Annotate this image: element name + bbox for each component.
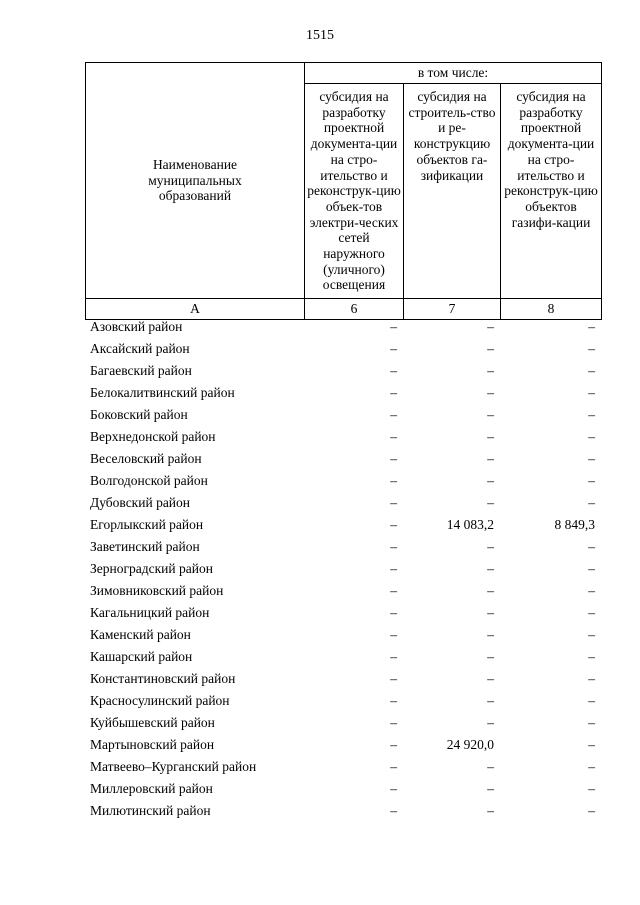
municipality-name: Кашарский район	[90, 649, 193, 664]
table-header	[85, 62, 602, 320]
col-8-value: –	[588, 737, 595, 752]
col-8-value: –	[588, 539, 595, 554]
municipality-name: Егорлыкский район	[90, 517, 204, 532]
table-row	[85, 602, 601, 624]
col-8-value: –	[588, 363, 595, 378]
col-6-value: –	[390, 385, 397, 400]
header-col-8: субсидия на разработку проектной документа-ции на стро-ительство и реконструк-цию объектов газифи-кации	[501, 84, 602, 299]
header-including: в том числе:	[305, 63, 602, 84]
col-6-value: –	[390, 649, 397, 664]
col-7-value: –	[487, 671, 494, 686]
header-col-6: субсидия на разработку проектной документа-ции на стро-ительство и реконструк-цию объек-тов электри-ческих сетей наружного (уличного) освещения	[305, 84, 404, 299]
col-6-value: –	[390, 451, 397, 466]
table-row	[85, 360, 601, 382]
col-6-value: –	[390, 781, 397, 796]
col-7-value: –	[487, 473, 494, 488]
col-7-value: –	[487, 693, 494, 708]
table-body	[85, 316, 601, 822]
municipality-name: Заветинский район	[90, 539, 200, 554]
col-7-value: 14 083,2	[446, 517, 494, 532]
col-7-value: –	[487, 495, 494, 510]
table-row	[85, 800, 601, 822]
col-6-value: –	[390, 627, 397, 642]
col-6-value: –	[390, 319, 397, 334]
col-7-value: –	[487, 451, 494, 466]
col-7-value: –	[487, 539, 494, 554]
table-row	[85, 316, 601, 338]
col-8-value: –	[588, 429, 595, 444]
header-index-7: 7	[404, 299, 501, 320]
header-municipality-name: Наименование муниципальных образований	[86, 63, 305, 299]
table-row	[85, 338, 601, 360]
col-7-value: –	[487, 429, 494, 444]
municipality-name: Кагальницкий район	[90, 605, 210, 620]
col-7-value: –	[487, 319, 494, 334]
col-6-value: –	[390, 671, 397, 686]
table-row	[85, 536, 601, 558]
col-7-value: –	[487, 561, 494, 576]
municipality-name: Красносулинский район	[90, 693, 230, 708]
table-row	[85, 668, 601, 690]
col-8-value: –	[588, 385, 595, 400]
col-7-value: 24 920,0	[446, 737, 494, 752]
municipality-name: Веселовский район	[90, 451, 202, 466]
table-row	[85, 712, 601, 734]
col-8-value: –	[588, 803, 595, 818]
table-row	[85, 404, 601, 426]
municipality-name: Зерноградский район	[90, 561, 213, 576]
col-6-value: –	[390, 473, 397, 488]
col-8-value: –	[588, 627, 595, 642]
col-8-value: –	[588, 781, 595, 796]
table-row	[85, 382, 601, 404]
col-8-value: –	[588, 583, 595, 598]
header-index-a: А	[86, 299, 305, 320]
col-6-value: –	[390, 715, 397, 730]
municipality-name: Азовский район	[90, 319, 183, 334]
table-row	[85, 492, 601, 514]
col-8-value: –	[588, 693, 595, 708]
col-6-value: –	[390, 407, 397, 422]
col-7-value: –	[487, 385, 494, 400]
col-6-value: –	[390, 759, 397, 774]
municipality-name: Константиновский район	[90, 671, 236, 686]
municipality-name: Багаевский район	[90, 363, 192, 378]
col-6-value: –	[390, 737, 397, 752]
col-8-value: –	[588, 715, 595, 730]
municipality-name: Миллеровский район	[90, 781, 213, 796]
col-6-value: –	[390, 495, 397, 510]
col-7-value: –	[487, 341, 494, 356]
municipality-name: Каменский район	[90, 627, 191, 642]
col-8-value: –	[588, 451, 595, 466]
municipality-name: Волгодонской район	[90, 473, 208, 488]
col-8-value: –	[588, 495, 595, 510]
municipality-name: Зимовниковский район	[90, 583, 224, 598]
municipality-name: Куйбышевский район	[90, 715, 215, 730]
table-row	[85, 470, 601, 492]
col-8-value: 8 849,3	[554, 517, 595, 532]
col-8-value: –	[588, 561, 595, 576]
table-row	[85, 580, 601, 602]
col-6-value: –	[390, 517, 397, 532]
municipality-name: Дубовский район	[90, 495, 191, 510]
col-7-value: –	[487, 781, 494, 796]
col-8-value: –	[588, 649, 595, 664]
col-8-value: –	[588, 671, 595, 686]
col-8-value: –	[588, 605, 595, 620]
table-row	[85, 426, 601, 448]
col-6-value: –	[390, 561, 397, 576]
col-6-value: –	[390, 605, 397, 620]
table-row	[85, 448, 601, 470]
col-7-value: –	[487, 649, 494, 664]
header-index-6: 6	[305, 299, 404, 320]
col-8-value: –	[588, 473, 595, 488]
municipality-name: Верхнедонской район	[90, 429, 216, 444]
col-6-value: –	[390, 341, 397, 356]
col-7-value: –	[487, 715, 494, 730]
page-number: 1515	[306, 28, 334, 43]
col-7-value: –	[487, 583, 494, 598]
col-6-value: –	[390, 429, 397, 444]
municipality-name: Аксайский район	[90, 341, 190, 356]
col-6-value: –	[390, 693, 397, 708]
col-6-value: –	[390, 363, 397, 378]
table-row	[85, 624, 601, 646]
col-8-value: –	[588, 341, 595, 356]
municipality-name: Белокалитвинский район	[90, 385, 235, 400]
col-7-value: –	[487, 627, 494, 642]
col-6-value: –	[390, 583, 397, 598]
col-7-value: –	[487, 407, 494, 422]
col-6-value: –	[390, 539, 397, 554]
table-row	[85, 558, 601, 580]
col-6-value: –	[390, 803, 397, 818]
col-8-value: –	[588, 759, 595, 774]
municipality-name: Матвеево–Курганский район	[90, 759, 257, 774]
col-7-value: –	[487, 605, 494, 620]
municipality-name: Мартыновский район	[90, 737, 215, 752]
table-row	[85, 734, 601, 756]
table-row	[85, 778, 601, 800]
header-col-7: субсидия на строитель-ство и ре-конструкцию объектов га-зификации	[404, 84, 501, 299]
col-7-value: –	[487, 803, 494, 818]
header-index-8: 8	[501, 299, 602, 320]
col-7-value: –	[487, 759, 494, 774]
col-7-value: –	[487, 363, 494, 378]
table-row	[85, 646, 601, 668]
table-row	[85, 514, 601, 536]
table-row	[85, 756, 601, 778]
municipality-name: Боковский район	[90, 407, 188, 422]
table-row	[85, 690, 601, 712]
col-8-value: –	[588, 407, 595, 422]
col-8-value: –	[588, 319, 595, 334]
municipality-name: Милютинский район	[90, 803, 211, 818]
